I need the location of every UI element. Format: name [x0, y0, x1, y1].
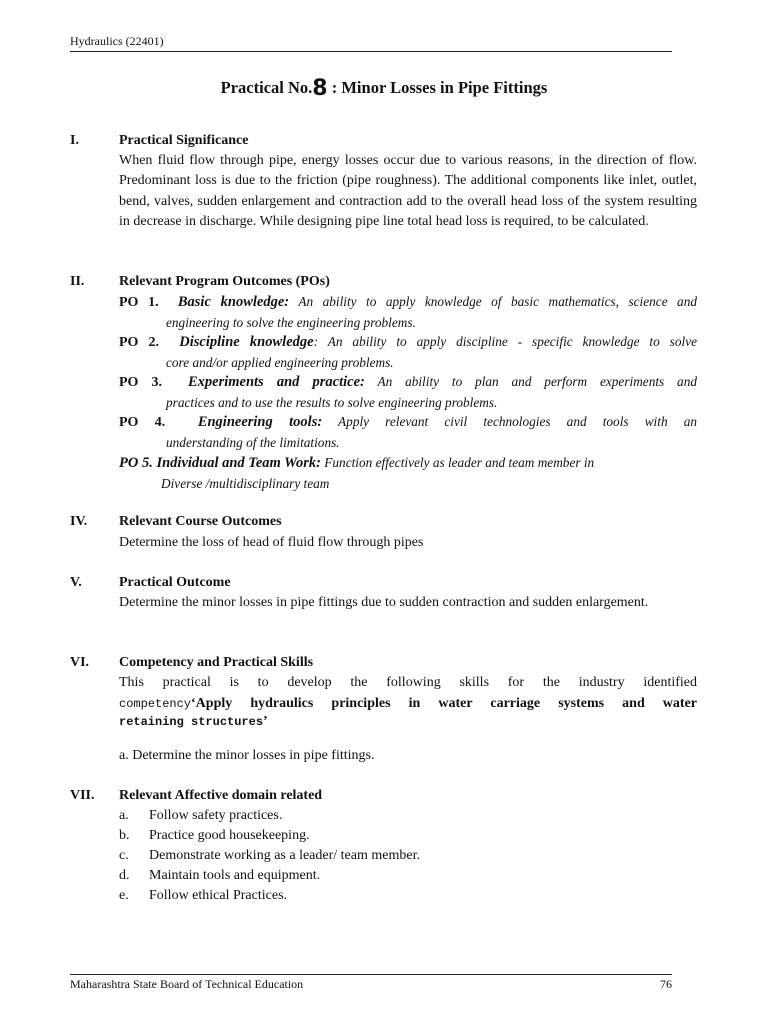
page-title: [0, 76, 768, 101]
po-3: [119, 372, 697, 413]
list-item: e. Follow ethical Practices.: [119, 888, 288, 903]
po-1-desc-1: An ability to apply knowledge of basic mathematics, science and: [289, 294, 697, 309]
section-6-line-3: [119, 714, 268, 730]
po-4-head: Engineering tools:: [197, 414, 323, 430]
page-number: 76: [660, 977, 672, 991]
section-6-number: VI.: [70, 655, 90, 670]
po-4-desc-1: Apply relevant civil technologies and tools with an: [322, 414, 697, 429]
section-5-number: V.: [70, 575, 82, 590]
header-course: Hydraulics (22401): [70, 34, 164, 48]
section-4-number: IV.: [70, 514, 88, 529]
po-5-head: PO 5. Individual and Team Work:: [119, 455, 321, 471]
po-4: [119, 412, 697, 453]
po-1-desc-2: engineering to solve the engineering problems.: [166, 315, 416, 330]
competency-word: competency: [119, 697, 192, 711]
section-1-body: When fluid flow through pipe, energy losses occur due to various reasons, in the direction of flow. Predominant loss is due to the friction (pipe roughness). The additional components like inlet, outlet, bend, valves, sudden enlargement and contraction add to the overall head loss of the system resulting in decrease in discharge. While designing pipe line total head loss is required, to be calculated.: [119, 153, 697, 229]
po-4-label: PO 4.: [119, 415, 166, 430]
practical-number: 8: [312, 76, 328, 101]
section-7-number: VII.: [70, 788, 95, 803]
po-3-head: Experiments and practice:: [187, 374, 365, 390]
po-1: [119, 292, 697, 333]
section-1-heading: Practical Significance: [119, 133, 249, 148]
section-2-number: II.: [70, 274, 85, 289]
section-6-item-a: a. Determine the minor losses in pipe fittings.: [119, 748, 375, 763]
po-5: [119, 453, 594, 494]
po-1-head: Basic knowledge:: [177, 294, 290, 310]
list-item: b. Practice good housekeeping.: [119, 828, 310, 843]
section-7-heading: Relevant Affective domain related: [119, 788, 323, 803]
competency-statement-end: retaining structures: [119, 715, 264, 729]
po-1-label: PO 1.: [119, 295, 159, 310]
section-4-heading: Relevant Course Outcomes: [119, 514, 282, 529]
po-2: [119, 332, 697, 373]
po-2-head: Discipline knowledge: [179, 334, 314, 350]
list-item: c. Demonstrate working as a leader/ team member.: [119, 848, 420, 863]
section-6-line-2: [119, 694, 697, 714]
section-4-body: Determine the loss of head of fluid flow through pipes: [119, 535, 424, 550]
po-2-label: PO 2.: [119, 335, 160, 350]
po-3-desc-2: practices and to use the results to solve engineering problems.: [166, 395, 498, 410]
list-item: d. Maintain tools and equipment.: [119, 868, 321, 883]
po-2-desc-1: : An ability to apply discipline - specific knowledge to solve: [313, 334, 697, 349]
footer-org: Maharashtra State Board of Technical Education: [70, 977, 304, 991]
competency-statement: ‘Apply hydraulics principles in water carriage systems and water: [191, 696, 697, 711]
section-1-number: I.: [70, 133, 79, 148]
po-5-desc-2: Diverse /multidisciplinary team: [161, 476, 330, 491]
section-6-line-1: This practical is to develop the following skills for the industry identified: [119, 675, 697, 690]
competency-close-quote: ’: [263, 714, 268, 729]
po-3-label: PO 3.: [119, 375, 162, 390]
footer-rule: [70, 974, 672, 975]
header-rule: [70, 51, 672, 52]
list-item: a. Follow safety practices.: [119, 808, 283, 823]
title-suffix: : Minor Losses in Pipe Fittings: [327, 78, 548, 97]
section-5-heading: Practical Outcome: [119, 575, 231, 590]
section-5-body: Determine the minor losses in pipe fittings due to sudden contraction and sudden enlargement.: [119, 595, 649, 610]
title-prefix: Practical No.: [220, 78, 313, 97]
po-5-desc-1: Function effectively as leader and team member in: [320, 455, 595, 470]
section-2-heading: Relevant Program Outcomes (POs): [119, 274, 330, 289]
po-2-desc-2: core and/or applied engineering problems.: [166, 355, 394, 370]
po-4-desc-2: understanding of the limitations.: [166, 435, 340, 450]
po-3-desc-1: An ability to plan and perform experiments and: [364, 374, 697, 389]
section-6-heading: Competency and Practical Skills: [119, 655, 314, 670]
